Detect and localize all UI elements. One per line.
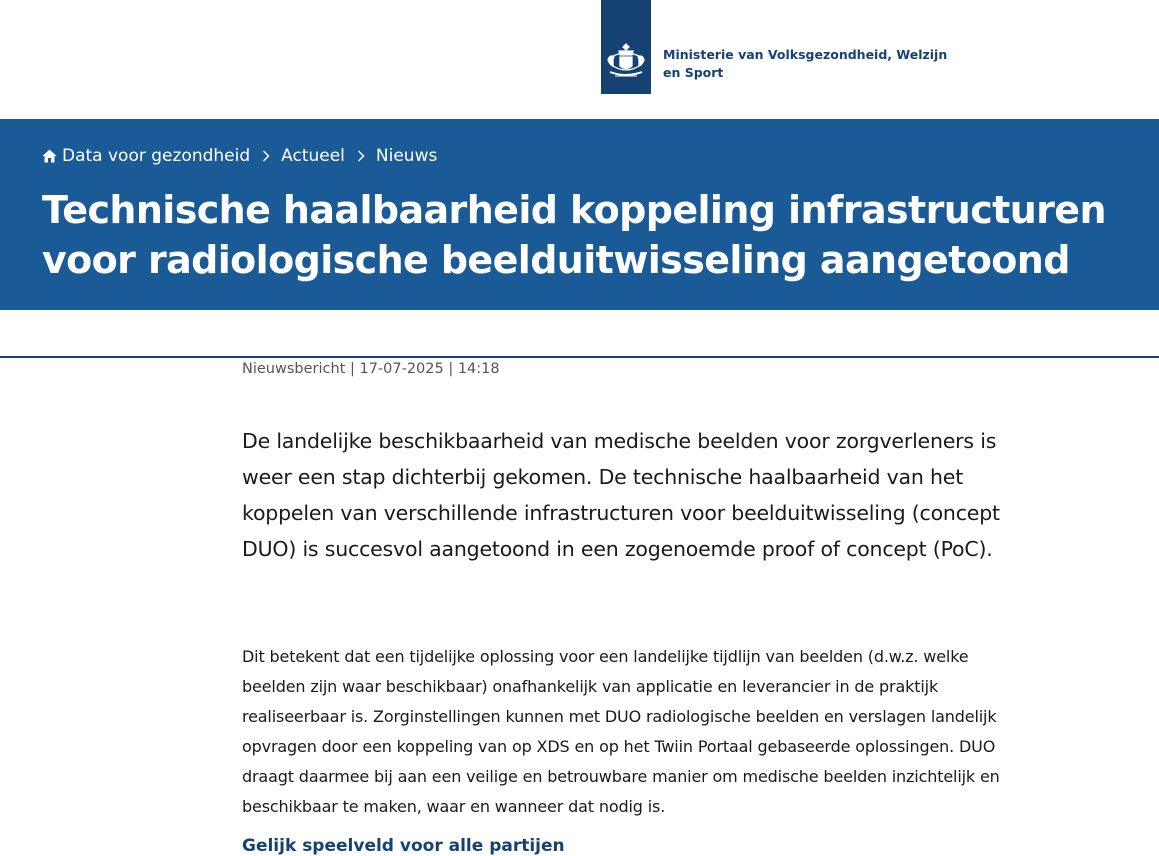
site-header: [0, 0, 1159, 119]
breadcrumb-item-data-voor-gezondheid[interactable]: Data voor gezondheid: [62, 146, 251, 166]
home-icon: [42, 149, 57, 163]
article-lead: De landelijke beschikbaarheid van medische beelden voor zorgverleners is weer een stap dichterbij gekomen. De technische haalbaarheid van het koppelen van verschillende infrastructuren voor beelduitwisseling (concept DUO) is succesvol aangetoond in een zogenoemde proof of concept (PoC).: [242, 429, 1000, 561]
divider: [0, 356, 1159, 358]
royal-coat-of-arms-icon: [605, 42, 647, 82]
title-banner: [0, 119, 1159, 310]
article-subheading: Gelijk speelveld voor alle partijen: [242, 836, 565, 856]
chevron-right-icon: [262, 150, 270, 162]
breadcrumb-item-nieuws[interactable]: Nieuws: [375, 146, 438, 166]
breadcrumb-item-actueel[interactable]: Actueel: [281, 146, 345, 166]
article-meta: Nieuwsbericht | 17-07-2025 | 14:18: [242, 361, 500, 377]
logo[interactable]: [601, 0, 651, 94]
breadcrumb: [42, 146, 437, 166]
article-paragraph: Dit betekent dat een tijdelijke oplossing voor een landelijke tijdlijn van beelden (d.w.z. welke beelden zijn waar beschikbaar) onafhankelijk van applicatie en leverancier in de praktijk realiseerbaar is. Zorginstellingen kunnen met DUO radiologische beelden en verslagen landelijk opvragen door een koppeling van op XDS en op het Twiin Portaal gebaseerde oplossingen. DUO draagt daarmee bij aan een veilige en betrouwbare manier om medische beelden inzichtelijk en beschikbaar te maken, waar en wanneer dat nodig is.: [242, 647, 1000, 816]
ministry-name[interactable]: Ministerie van Volksgezondheid, Welzijn en Sport: [663, 47, 948, 80]
page-title: Technische haalbaarheid koppeling infrastructuren voor radiologische beelduitwisseling aangetoond: [42, 188, 1106, 282]
chevron-right-icon: [357, 150, 365, 162]
